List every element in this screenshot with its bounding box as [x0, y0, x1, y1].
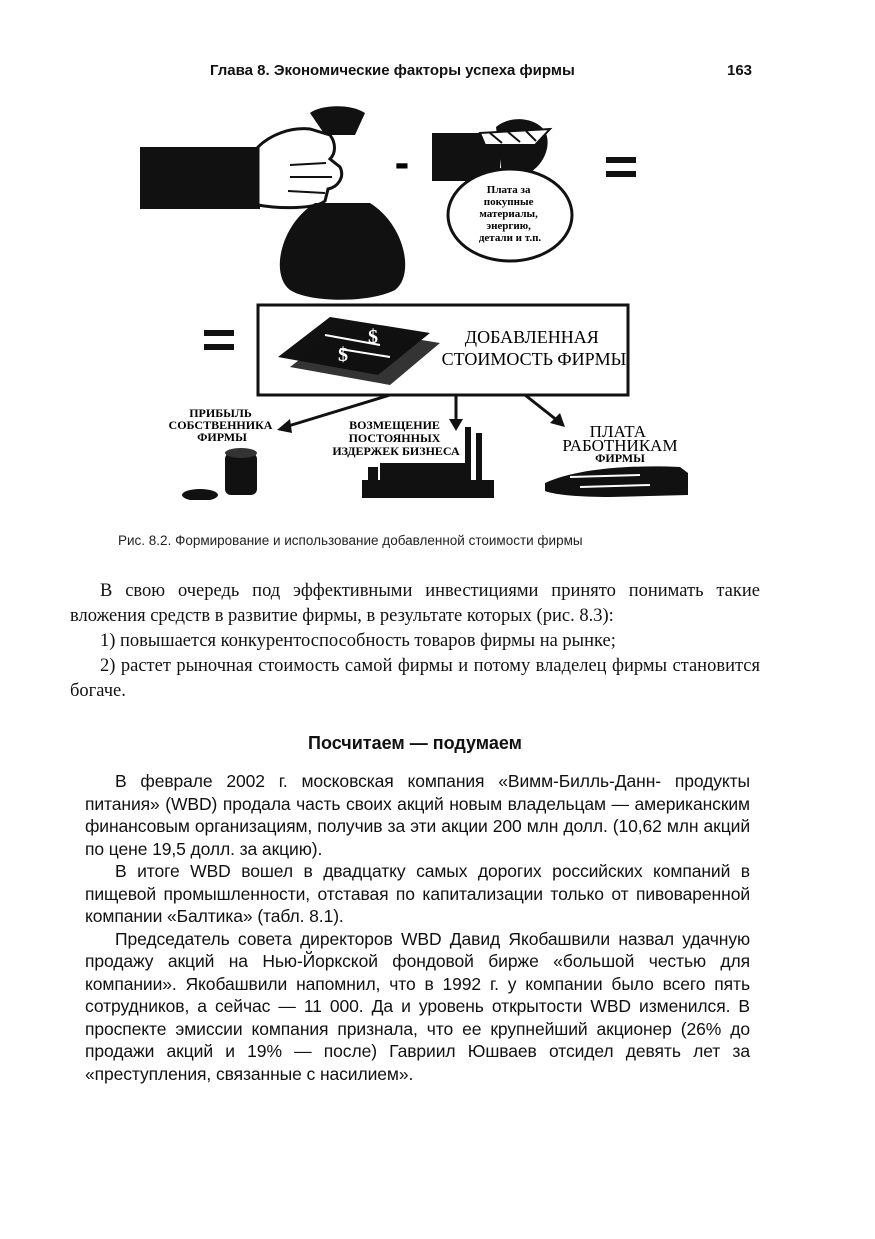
body-paragraph-1: В свою очередь под эффективными инвестициями принято понимать такие вложения средств в развитие фирмы, в результате которых (рис. 8.3): [70, 581, 760, 626]
owner-profit-label [169, 406, 276, 444]
dollar-symbol-2: $ [368, 326, 378, 348]
minus-sign: - [394, 138, 410, 187]
profit-line-3: ФИРМЫ [197, 430, 247, 444]
bubble-line-2: покупные [483, 196, 534, 208]
fixed-costs-label [332, 418, 460, 458]
figure-caption: Рис. 8.2. Формирование и использование добавленной стоимости фирмы [118, 533, 583, 548]
bubble-line-3: материалы, [479, 208, 538, 220]
fixed-costs-line-2: ПОСТОЯННЫХ [348, 431, 441, 445]
value-added-line-1: ДОБАВЛЕННАЯ [464, 327, 599, 347]
profit-line-1: ПРИБЫЛЬ [189, 406, 252, 420]
running-head: Глава 8. Экономические факторы успеха фирмы [210, 62, 575, 79]
profit-line-2: СОБСТВЕННИКА [168, 418, 273, 432]
fixed-costs-line-1: ВОЗМЕЩЕНИЕ [349, 418, 440, 432]
bubble-line-5: детали и т.п. [478, 232, 542, 244]
body-text [70, 579, 760, 704]
equals-sign-right [606, 157, 636, 177]
svg-text:Плата за покупные [479, 184, 542, 244]
wages-line-2: РАБОТНИКАМ [562, 436, 678, 455]
wages-line-1: ПЛАТА [589, 422, 647, 441]
case-study-text [85, 770, 750, 1085]
page-number: 163 [727, 62, 753, 79]
fixed-costs-line-3: ИЗДЕРЖЕК БИЗНЕСА [332, 444, 460, 458]
value-added-box [258, 305, 628, 395]
svg-text:ПРИБЫЛЬ СОБСТВЕННИКА [169, 406, 276, 444]
svg-text:ФИРМЫ [595, 451, 645, 465]
body-paragraph-3: 2) растет рыночная стоимость самой фирмы и потому владелец фирмы становится богаче. [70, 656, 760, 701]
svg-text:ВОЗМЕЩЕНИЕ ПОСТОЯННЫХ [332, 418, 460, 458]
coin-stack-illustration [182, 448, 257, 500]
case-paragraph-2: В итоге WBD вошел в двадцатку самых дорогих российских компаний в пищевой промышленности, отставая по капитализации только от пивоваренной компании «Балтика» (табл. 8.1). [85, 861, 750, 926]
dollar-symbol-1: $ [338, 344, 348, 366]
section-heading: Посчитаем — подумаем [308, 733, 522, 753]
value-added-line-2: СТОИМОСТЬ ФИРМЫ [441, 349, 627, 369]
wages-line-3: ФИРМЫ [595, 451, 645, 465]
wages-label [562, 422, 677, 465]
costs-speech-bubble [448, 169, 572, 261]
case-paragraph-1: В феврале 2002 г. московская компания «Вимм-Билль-Данн- продукты питания» (WBD) продала часть своих акций новым владельцам — американским финансовым организациям, получив за эти акции 200 млн долл. (10,62 млн акций по цене 19,5 долл. за акцию). [85, 771, 750, 859]
bubble-line-1: Плата за [486, 184, 531, 196]
receiving-hand-illustration [545, 466, 688, 497]
revenue-hand-with-bag-illustration [140, 106, 405, 300]
body-paragraph-2: 1) повышается конкурентоспособность товаров фирмы на рынке; [100, 631, 616, 651]
value-added-figure [140, 105, 700, 500]
case-paragraph-3: Председатель совета директоров WBD Давид Якобашвили назвал удачную продажу акций на Нью-Йоркской фондовой бирже «большой честью для компании». Якобашвили напомнил, что в 1992 г. у компании было всего пять сотрудников, а сейчас — 11 000. Да и уровень открытости WBD изменился. В проспекте эмиссии компания признала, что ее крупнейший акционер (26% до продажи акций и 19% — после) Гавриил Юшваев отсидел девять лет за «преступления, связанные с насилием». [85, 928, 750, 1084]
equals-sign-left [204, 330, 234, 350]
bubble-line-4: энергию, [486, 220, 531, 232]
